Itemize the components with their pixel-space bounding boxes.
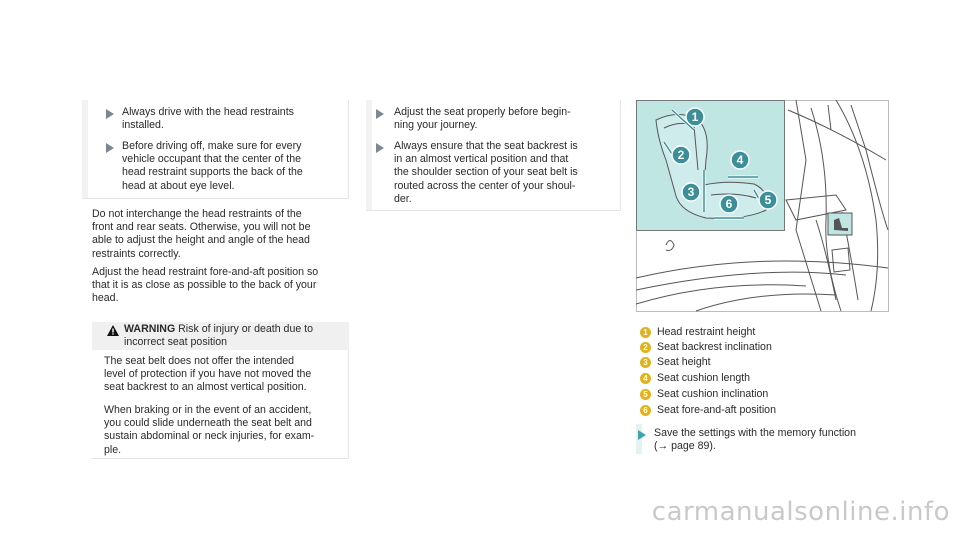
legend-number: 4: [640, 373, 651, 384]
text-line: restraints correctly.: [92, 247, 181, 260]
legend-label: Head restraint height: [657, 326, 756, 338]
bullet-text: [654, 427, 856, 453]
legend-number: 2: [640, 342, 651, 353]
callout-6: 6: [725, 197, 733, 211]
bullet-arrow-icon: [376, 143, 384, 153]
bullet-arrow-icon: [376, 109, 384, 119]
legend-number: 6: [640, 405, 651, 416]
text-line: der.: [394, 192, 412, 205]
warning-triangle-icon: [107, 325, 119, 336]
warning-title: [124, 323, 313, 349]
bullet-arrow-icon: [106, 109, 114, 119]
text-line: Before driving off, make sure for every: [122, 140, 302, 152]
bullet-text: [394, 106, 571, 132]
text-line: incorrect seat position: [124, 336, 228, 349]
warning-paragraph: [104, 355, 311, 395]
warning-label: WARNING: [124, 323, 176, 335]
text-line: When braking or in the event of an accident,: [104, 404, 312, 416]
text-line: The seat belt does not offer the intended: [104, 355, 295, 367]
text-line: head.: [92, 292, 119, 305]
callout-4: 4: [736, 153, 744, 167]
seat-controls-illustration: [636, 100, 889, 312]
text-line: the shoulder section of your seat belt is: [394, 166, 578, 179]
text-line: sustain abdominal or neck injuries, for exam-: [104, 430, 315, 443]
legend-item: [640, 356, 711, 368]
legend-number: 1: [640, 327, 651, 338]
text-line: Adjust the head restraint fore-and-aft position so: [92, 266, 319, 278]
legend-label: Seat height: [657, 356, 711, 368]
text-line: able to adjust the height and angle of the head: [92, 234, 310, 247]
text-line: Risk of injury or death due to: [178, 323, 314, 335]
callout-1: 1: [691, 110, 699, 124]
text-line: head restraint supports the back of the: [122, 166, 303, 179]
text-line: vehicle occupant that the center of the: [122, 153, 302, 166]
legend-label: Seat fore-and-aft position: [657, 404, 776, 416]
callout-5: 5: [764, 193, 772, 207]
legend-item: [640, 372, 750, 384]
legend-item: [640, 341, 772, 353]
legend-item: [640, 404, 776, 416]
text-line: installed.: [122, 119, 164, 132]
bullet-arrow-icon: [638, 430, 646, 440]
text-line: head at about eye level.: [122, 179, 235, 192]
page-reference-link[interactable]: (→ page 89).: [654, 440, 716, 453]
callout-2: 2: [677, 148, 685, 162]
text-line: Always ensure that the seat backrest is: [394, 140, 578, 152]
text-line: in an almost vertical position and that: [394, 153, 569, 166]
legend-label: Seat cushion length: [657, 372, 751, 384]
legend-number: 5: [640, 389, 651, 400]
text-line: ple.: [104, 443, 122, 456]
watermark: carmanualsonline.info: [651, 497, 950, 527]
legend-item: [640, 326, 755, 338]
bullet-text: [394, 140, 578, 206]
text-line: level of protection if you have not moved the: [104, 368, 312, 381]
paragraph: [92, 208, 310, 261]
text-line: front and rear seats. Otherwise, you will not be: [92, 221, 311, 234]
text-line: routed across the center of your shoul-: [394, 179, 576, 192]
paragraph: [92, 266, 318, 306]
legend-item: [640, 388, 768, 400]
text-line: ning your journey.: [394, 119, 478, 132]
text-line: Do not interchange the head restraints of the: [92, 208, 302, 220]
warning-paragraph: [104, 404, 314, 457]
bullet-text: [122, 140, 303, 193]
bullet-arrow-icon: [106, 143, 114, 153]
callout-3: 3: [687, 185, 695, 199]
legend-number: 3: [640, 357, 651, 368]
bullet-text: [122, 106, 294, 132]
legend-label: Seat backrest inclination: [657, 341, 772, 353]
text-line: Always drive with the head restraints: [122, 106, 294, 118]
text-line: Save the settings with the memory function: [654, 427, 856, 439]
text-line: that it is as close as possible to the back of your: [92, 279, 317, 292]
text-line: you could slide underneath the seat belt and: [104, 417, 312, 430]
text-line: Adjust the seat properly before begin-: [394, 106, 571, 118]
text-line: seat backrest to an almost vertical position.: [104, 381, 307, 394]
legend-label: Seat cushion inclination: [657, 388, 769, 400]
